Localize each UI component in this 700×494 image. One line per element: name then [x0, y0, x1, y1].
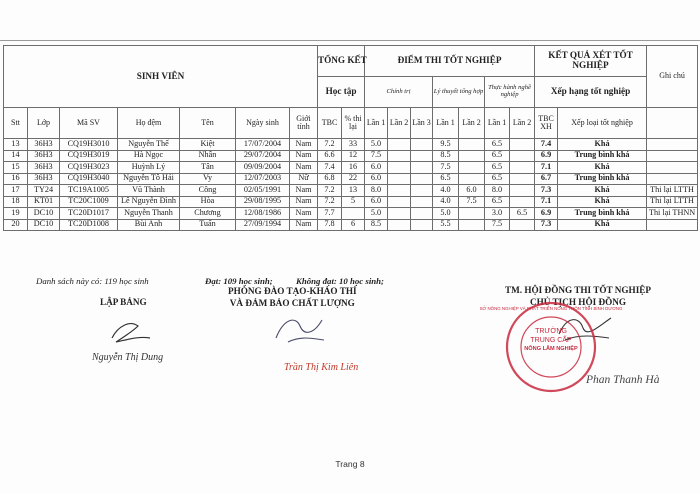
cell-ho-dem: Hà Ngọc — [118, 150, 180, 162]
cell-pct — [342, 208, 365, 220]
cell-ho-dem: Bùi Anh — [118, 219, 180, 231]
seal-line1: TRƯỜNG — [535, 328, 567, 335]
cell-lt2 — [459, 150, 485, 162]
cell-ghi-chu: Thi lại LTTH — [647, 185, 698, 197]
cell-ct1: 5.0 — [365, 208, 388, 220]
cell-ma-sv: TC19A1005 — [60, 185, 118, 197]
page-number: Trang 8 — [335, 459, 365, 469]
cell-ghi-chu: Thi lại THNN — [647, 208, 698, 220]
cell-ngay-sinh: 27/09/1994 — [236, 219, 290, 231]
cell-ghi-chu — [647, 150, 698, 162]
cell-ct2 — [388, 162, 411, 174]
cell-xep-loai: Khá — [558, 162, 647, 174]
seal-center — [504, 328, 598, 352]
cell-ct2 — [388, 150, 411, 162]
table-row — [4, 173, 698, 185]
cell-tbc-xh: 7.4 — [535, 139, 558, 151]
col-ct-lan1: Lần 1 — [365, 108, 388, 139]
cell-th2 — [510, 150, 535, 162]
lap-bang-signer: Nguyễn Thị Dung — [92, 352, 164, 363]
cell-lt1: 4.0 — [433, 185, 459, 197]
header-sinh-vien: SINH VIÊN — [4, 46, 318, 108]
summary-pass: Đạt: 109 học sinh; — [205, 276, 273, 286]
cell-ho-dem: Nguyễn Thế — [118, 139, 180, 151]
cell-ct1: 6.0 — [365, 196, 388, 208]
cell-lop: 36H3 — [28, 139, 60, 151]
cell-lop: 36H3 — [28, 173, 60, 185]
table-row — [4, 162, 698, 174]
cell-lt1: 5.5 — [433, 219, 459, 231]
cell-ghi-chu: Thi lại LTTH — [647, 196, 698, 208]
cell-ma-sv: CQ19H3019 — [60, 150, 118, 162]
cell-lt1: 6.5 — [433, 173, 459, 185]
cell-ghi-chu — [647, 219, 698, 231]
cell-lop: 36H3 — [28, 162, 60, 174]
col-tbc: TBC — [318, 108, 342, 139]
col-xep-loai: Xếp loại tốt nghiệp — [558, 108, 647, 139]
cell-ct1: 7.5 — [365, 150, 388, 162]
cell-ct1: 5.0 — [365, 139, 388, 151]
header-hoc-tap: Học tập — [318, 77, 365, 108]
cell-th1: 7.5 — [485, 219, 510, 231]
cell-th1: 6.5 — [485, 173, 510, 185]
table-row — [4, 208, 698, 220]
cell-xep-loai: Khá — [558, 219, 647, 231]
phong-title-line1: PHÒNG ĐÀO TẠO-KHẢO THÍ — [228, 286, 357, 296]
cell-ghi-chu — [647, 162, 698, 174]
col-lt-lan1: Lần 1 — [433, 108, 459, 139]
cell-ten: Kiệt — [180, 139, 236, 151]
cell-ho-dem: Huỳnh Lý — [118, 162, 180, 174]
top-rule — [0, 40, 700, 41]
cell-pct: 5 — [342, 196, 365, 208]
cell-lt2 — [459, 208, 485, 220]
cell-ma-sv: TC20D1008 — [60, 219, 118, 231]
cell-pct: 12 — [342, 150, 365, 162]
cell-ngay-sinh: 12/07/2003 — [236, 173, 290, 185]
hoi-dong-title-line1: TM. HỘI ĐỒNG THI TỐT NGHIỆP — [505, 285, 652, 295]
cell-ho-dem: Nguyễn Thanh — [118, 208, 180, 220]
table-row — [4, 196, 698, 208]
col-stt: Stt — [4, 108, 28, 139]
table-row — [4, 139, 698, 151]
cell-ten: Nhân — [180, 150, 236, 162]
cell-lt2 — [459, 139, 485, 151]
cell-gioi-tinh: Nam — [290, 162, 318, 174]
cell-stt: 13 — [4, 139, 28, 151]
graduation-results-table — [3, 45, 698, 231]
cell-ngay-sinh: 17/07/2004 — [236, 139, 290, 151]
cell-th2 — [510, 219, 535, 231]
cell-ma-sv: CQ19H3040 — [60, 173, 118, 185]
header-xep-hang: Xếp hạng tốt nghiệp — [535, 77, 647, 108]
cell-ct2 — [388, 139, 411, 151]
cell-ngay-sinh: 02/05/1991 — [236, 185, 290, 197]
cell-ma-sv: CQ19H3010 — [60, 139, 118, 151]
cell-gioi-tinh: Nam — [290, 196, 318, 208]
cell-xep-loai: Khá — [558, 139, 647, 151]
cell-tbc: 7.8 — [318, 219, 342, 231]
cell-lt2: 6.0 — [459, 185, 485, 197]
col-lt-lan2: Lần 2 — [459, 108, 485, 139]
cell-stt: 17 — [4, 185, 28, 197]
col-ghi-chu-blank — [647, 108, 698, 139]
cell-tbc-xh: 6.9 — [535, 150, 558, 162]
table-row — [4, 185, 698, 197]
col-ho-dem: Họ đệm — [118, 108, 180, 139]
summary-total: Danh sách này có: 119 học sinh — [36, 276, 149, 286]
cell-stt: 18 — [4, 196, 28, 208]
col-ct-lan3: Lần 3 — [411, 108, 433, 139]
cell-lop: TY24 — [28, 185, 60, 197]
cell-ho-dem: Vũ Thành — [118, 185, 180, 197]
cell-th1: 6.5 — [485, 196, 510, 208]
header-chinh-tri: Chính trị — [365, 77, 433, 108]
cell-ct3 — [411, 208, 433, 220]
seal-line2: TRUNG CẤP — [530, 336, 572, 344]
cell-ct3 — [411, 185, 433, 197]
hoi-dong-title-line2: CHỦ TỊCH HỘI ĐỒNG — [529, 296, 627, 307]
cell-ct2 — [388, 219, 411, 231]
cell-tbc: 7.7 — [318, 208, 342, 220]
cell-th2 — [510, 139, 535, 151]
cell-th1: 6.5 — [485, 162, 510, 174]
cell-stt: 15 — [4, 162, 28, 174]
cell-ma-sv: CQ19H3023 — [60, 162, 118, 174]
cell-ct2 — [388, 208, 411, 220]
cell-pct: 6 — [342, 219, 365, 231]
cell-ten: Tân — [180, 162, 236, 174]
cell-ct3 — [411, 219, 433, 231]
cell-tbc-xh: 7.3 — [535, 219, 558, 231]
cell-ngay-sinh: 12/08/1986 — [236, 208, 290, 220]
cell-th2 — [510, 196, 535, 208]
cell-tbc-xh: 6.7 — [535, 173, 558, 185]
cell-lt2 — [459, 173, 485, 185]
cell-pct: 33 — [342, 139, 365, 151]
cell-ct1: 6.0 — [365, 173, 388, 185]
seal-line3: NÔNG LÂM NGHIỆP — [524, 345, 578, 352]
cell-tbc: 7.2 — [318, 196, 342, 208]
header-ket-qua: KẾT QUẢ XÉT TỐT NGHIỆP — [535, 46, 647, 77]
col-ten: Tên — [180, 108, 236, 139]
phong-title — [228, 286, 357, 310]
cell-ma-sv: TC20C1009 — [60, 196, 118, 208]
cell-lop: DC10 — [28, 208, 60, 220]
cell-gioi-tinh: Nam — [290, 219, 318, 231]
cell-ct1: 6.0 — [365, 162, 388, 174]
cell-tbc-xh: 6.9 — [535, 208, 558, 220]
cell-ct1: 8.0 — [365, 185, 388, 197]
cell-tbc-xh: 7.1 — [535, 196, 558, 208]
cell-th1: 6.5 — [485, 139, 510, 151]
cell-gioi-tinh: Nam — [290, 185, 318, 197]
cell-th1: 6.5 — [485, 150, 510, 162]
cell-tbc: 7.4 — [318, 162, 342, 174]
cell-xep-loai: Trung bình khá — [558, 208, 647, 220]
cell-gioi-tinh: Nam — [290, 150, 318, 162]
header-ghi-chu: Ghi chú — [647, 46, 698, 108]
cell-ct3 — [411, 162, 433, 174]
cell-th2: 6.5 — [510, 208, 535, 220]
cell-th2 — [510, 162, 535, 174]
col-ngay-sinh: Ngày sinh — [236, 108, 290, 139]
cell-tbc-xh: 7.3 — [535, 185, 558, 197]
cell-lt1: 9.5 — [433, 139, 459, 151]
cell-xep-loai: Khá — [558, 185, 647, 197]
cell-pct: 13 — [342, 185, 365, 197]
lap-bang-signature-mark — [108, 318, 156, 348]
cell-lt2 — [459, 162, 485, 174]
cell-ct2 — [388, 196, 411, 208]
cell-tbc-xh: 7.1 — [535, 162, 558, 174]
cell-th2 — [510, 185, 535, 197]
cell-stt: 20 — [4, 219, 28, 231]
summary-fail: Không đạt: 10 học sinh; — [296, 276, 384, 286]
cell-pct: 22 — [342, 173, 365, 185]
cell-lt1: 7.5 — [433, 162, 459, 174]
phong-title-line2: VÀ ĐẢM BẢO CHẤT LƯỢNG — [229, 297, 355, 308]
cell-ngay-sinh: 09/09/2004 — [236, 162, 290, 174]
cell-lop: KT01 — [28, 196, 60, 208]
cell-lt1: 4.0 — [433, 196, 459, 208]
cell-xep-loai: Khá — [558, 196, 647, 208]
header-tong-ket: TỔNG KẾT — [318, 46, 365, 77]
cell-xep-loai: Trung bình khá — [558, 150, 647, 162]
cell-ten: Chương — [180, 208, 236, 220]
col-th-lan1: Lần 1 — [485, 108, 510, 139]
cell-ten: Tuấn — [180, 219, 236, 231]
table-row — [4, 219, 698, 231]
cell-tbc: 6.8 — [318, 173, 342, 185]
cell-ho-dem: Lê Nguyễn Đình — [118, 196, 180, 208]
header-ly-thuyet: Lý thuyết tổng hợp — [433, 77, 485, 108]
cell-pct: 16 — [342, 162, 365, 174]
cell-ghi-chu — [647, 173, 698, 185]
cell-ten: Vy — [180, 173, 236, 185]
cell-gioi-tinh: Nam — [290, 139, 318, 151]
cell-lt2: 7.5 — [459, 196, 485, 208]
cell-gioi-tinh: Nam — [290, 208, 318, 220]
phong-signer: Trần Thị Kim Liên — [284, 362, 359, 373]
cell-th1: 3.0 — [485, 208, 510, 220]
col-th-lan2: Lần 2 — [510, 108, 535, 139]
header-row-3 — [4, 108, 698, 139]
cell-tbc: 7.2 — [318, 185, 342, 197]
cell-tbc: 6.6 — [318, 150, 342, 162]
cell-ct1: 8.5 — [365, 219, 388, 231]
cell-ho-dem: Nguyễn Tô Hải — [118, 173, 180, 185]
cell-lt1: 8.5 — [433, 150, 459, 162]
cell-ten: Hòa — [180, 196, 236, 208]
cell-ct3 — [411, 139, 433, 151]
cell-lop: 36H3 — [28, 150, 60, 162]
cell-ma-sv: TC20D1017 — [60, 208, 118, 220]
cell-stt: 14 — [4, 150, 28, 162]
cell-lt1: 5.0 — [433, 208, 459, 220]
cell-gioi-tinh: Nữ — [290, 173, 318, 185]
col-gioi-tinh: Giới tính — [290, 108, 318, 139]
table-row — [4, 150, 698, 162]
col-tbc-xh: TBC XH — [535, 108, 558, 139]
col-ct-lan2: Lần 2 — [388, 108, 411, 139]
lap-bang-title: LẬP BẢNG — [100, 297, 147, 307]
cell-ghi-chu — [647, 139, 698, 151]
phong-signature-mark — [270, 312, 330, 348]
cell-ct2 — [388, 185, 411, 197]
cell-ngay-sinh: 29/07/2004 — [236, 150, 290, 162]
cell-xep-loai: Trung bình khá — [558, 173, 647, 185]
col-lop: Lớp — [28, 108, 60, 139]
header-diem-thi: ĐIỂM THI TỐT NGHIỆP — [365, 46, 535, 77]
cell-ct2 — [388, 173, 411, 185]
cell-tbc: 7.2 — [318, 139, 342, 151]
cell-ct3 — [411, 196, 433, 208]
cell-lt2 — [459, 219, 485, 231]
header-row-1 — [4, 46, 698, 77]
cell-ct3 — [411, 173, 433, 185]
col-pct-thi-lai: % thi lại — [342, 108, 365, 139]
cell-lop: DC10 — [28, 219, 60, 231]
cell-ct3 — [411, 150, 433, 162]
cell-stt: 19 — [4, 208, 28, 220]
cell-th2 — [510, 173, 535, 185]
hoi-dong-signer: Phan Thanh Hà — [586, 374, 660, 386]
header-thuc-hanh: Thực hành nghề nghiệp — [485, 77, 535, 108]
cell-th1: 8.0 — [485, 185, 510, 197]
col-ma-sv: Mã SV — [60, 108, 118, 139]
seal-ring-text: SỞ NÔNG NGHIỆP VÀ PHÁT TRIỂN NÔNG THÔN TỈNH BÌNH DƯƠNG — [479, 306, 623, 311]
cell-ten: Công — [180, 185, 236, 197]
cell-stt: 16 — [4, 173, 28, 185]
cell-ngay-sinh: 29/08/1995 — [236, 196, 290, 208]
